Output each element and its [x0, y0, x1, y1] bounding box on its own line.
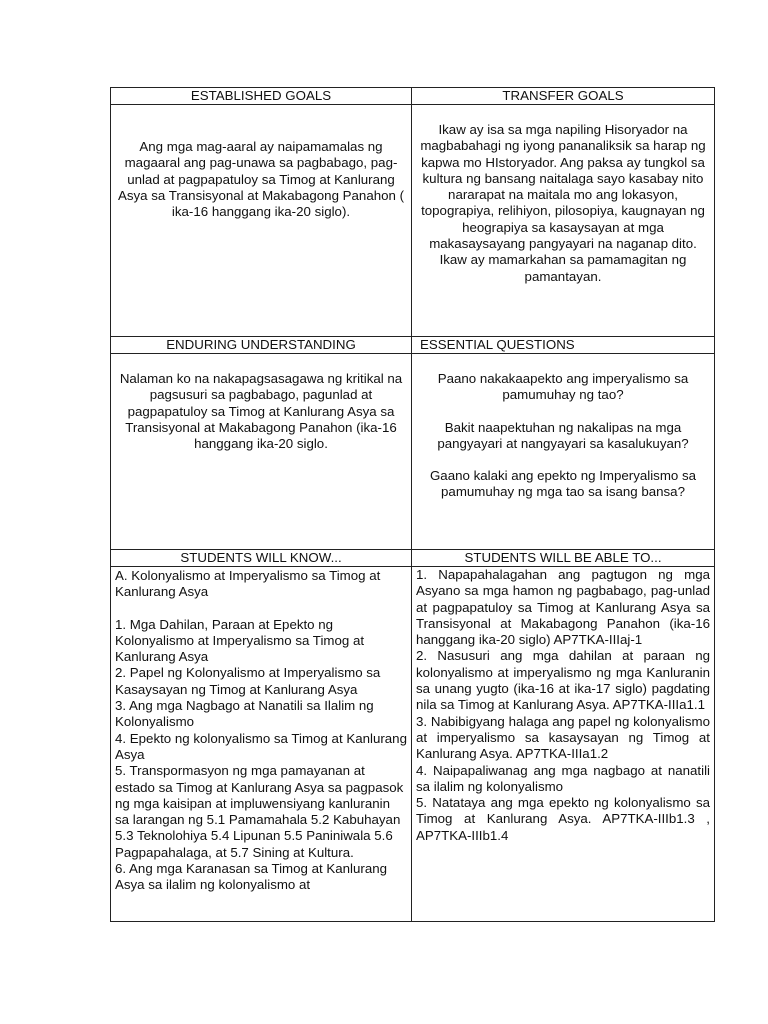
students-will-know-header: STUDENTS WILL KNOW...: [111, 550, 412, 567]
transfer-goals-header: TRANSFER GOALS: [412, 88, 715, 105]
able-item-4: 4. Naipapaliwanag ang mga nagbago at nanatili sa ilalim ng kolonyalismo: [416, 762, 710, 794]
transfer-goals-text: Ikaw ay isa sa mga napiling Hisoryador na magbabahagi ng iyong pananaliksik sa harap ng kapwa mo HIstoryador. Ang paksa ay tungkol sa kultura ng bansang naitalaga sayo kasabay nito nararapat na maitala mo ang lokasyon, topograpiya, relihiyon, pilosopiya, kaugnayan ng heograpiya sa kasaysayan at mga makasaysayang pangyayari na naganap dito. Ikaw ay mamarkahan sa pamamagitan ng pamantayan.: [420, 122, 706, 284]
body-row-understanding: [111, 354, 715, 550]
body-row-students: [111, 567, 715, 922]
essential-question-1: Paano nakakaapekto ang imperyalismo sa pamumuhay ng tao?: [437, 371, 689, 403]
essential-question-2: Bakit naapektuhan ng nakalipas na mga pangyayari at nangyayari sa kasalukuyan?: [437, 419, 689, 451]
able-item-1: 1. Napapahalagahan ang pagtugon ng mga Asyano sa mga hamon ng pagbabago, pag-unlad at pagpapatuloy sa Timog at Kanlurang Asya sa Transisyonal at Makabagong Panahon (ika-16 hanggang ika-20 siglo) AP7TKA-IIIaj-1: [416, 567, 710, 648]
body-row-goals: [111, 105, 715, 337]
know-item-6: 6. Ang mga Karanasan sa Timog at Kanlurang Asya sa ilalim ng kolonyalismo at: [115, 861, 388, 893]
essential-questions-cell: [412, 354, 715, 550]
established-goals-text: Ang mga mag-aaral ay naipamamalas ng magaaral ang pag-unawa sa pagbabago, pag-unlad at pagpapatuloy sa Timog at Kanlurang Asya sa Transisyonal at Makabagong Panahon ( ika-16 hanggang ika-20 siglo).: [117, 139, 405, 220]
enduring-understanding-cell: [111, 354, 412, 550]
header-row-understanding: [111, 337, 715, 354]
transfer-goals-cell: [412, 105, 715, 337]
enduring-understanding-text: Nalaman ko na nakapagsasagawa ng kritikal na pagsusuri sa pagbabago, pagunlad at pagpapatuloy sa Timog at Kanlurang Asya sa Transisyonal at Makabagong Panahon (ika-16 hanggang ika-20 siglo.: [119, 371, 403, 452]
students-will-be-able-header: STUDENTS WILL BE ABLE TO...: [412, 550, 715, 567]
established-goals-cell: [111, 105, 412, 337]
enduring-understanding-header: ENDURING UNDERSTANDING: [111, 337, 412, 354]
essential-questions-header: ESSENTIAL QUESTIONS: [412, 337, 715, 354]
essential-question-3: Gaano kalaki ang epekto ng Imperyalismo sa pamumuhay ng mga tao sa isang bansa?: [429, 468, 697, 500]
know-item-1: 1. Mga Dahilan, Paraan at Epekto ng Kolonyalismo at Imperyalismo sa Timog at Kanlurang Asya: [115, 616, 365, 665]
established-goals-header: ESTABLISHED GOALS: [111, 88, 412, 105]
know-item-2: 2. Papel ng Kolonyalismo at Imperyalismo sa Kasaysayan ng Timog at Kanlurang Asya: [115, 665, 381, 697]
able-item-5: 5. Natataya ang mga epekto ng kolonyalismo sa Timog at Kanlurang Asya. AP7TKA-IIIb1.3 , AP7TKA-IIIb1.4: [416, 795, 710, 843]
know-heading: A. Kolonyalismo at Imperyalismo sa Timog at Kanlurang Asya: [115, 568, 381, 600]
curriculum-table: [110, 87, 715, 922]
able-item-3: 3. Nabibigyang halaga ang papel ng kolonyalismo at imperyalismo sa kasaysayan ng Timog at Kanlurang Asya. AP7TKA-IIIa1.2: [416, 713, 710, 762]
students-will-be-able-cell: [412, 567, 715, 922]
able-item-2: 2. Nasusuri ang mga dahilan at paraan ng kolonyalismo at imperyalismo ng mga Kanluranin sa unang yugto (ika-16 at ika-17 siglo) pagdating nila sa Timog at Kanlurang Asya. AP7TKA-IIIa1.1: [416, 648, 710, 713]
students-will-know-cell: [111, 567, 412, 922]
know-item-4: 4. Epekto ng kolonyalismo sa Timog at Kanlurang Asya: [115, 730, 407, 762]
know-item-5: 5. Transpormasyon ng mga pamayanan at estado sa Timog at Kanlurang Asya sa pagpasok ng mga kaisipan at impluwensiyang kanluranin sa larangan ng 5.1 Pamamahala 5.2 Kabuhayan 5.3 Teknolohiya 5.4 Lipunan 5.5 Paniniwala 5.6 Pagpapahalaga, at 5.7 Sining at Kultura.: [115, 763, 404, 860]
know-item-3: 3. Ang mga Nagbago at Nanatili sa Ilalim ng Kolonyalismo: [115, 698, 374, 730]
header-row-students: [111, 550, 715, 567]
header-row-goals: [111, 88, 715, 105]
